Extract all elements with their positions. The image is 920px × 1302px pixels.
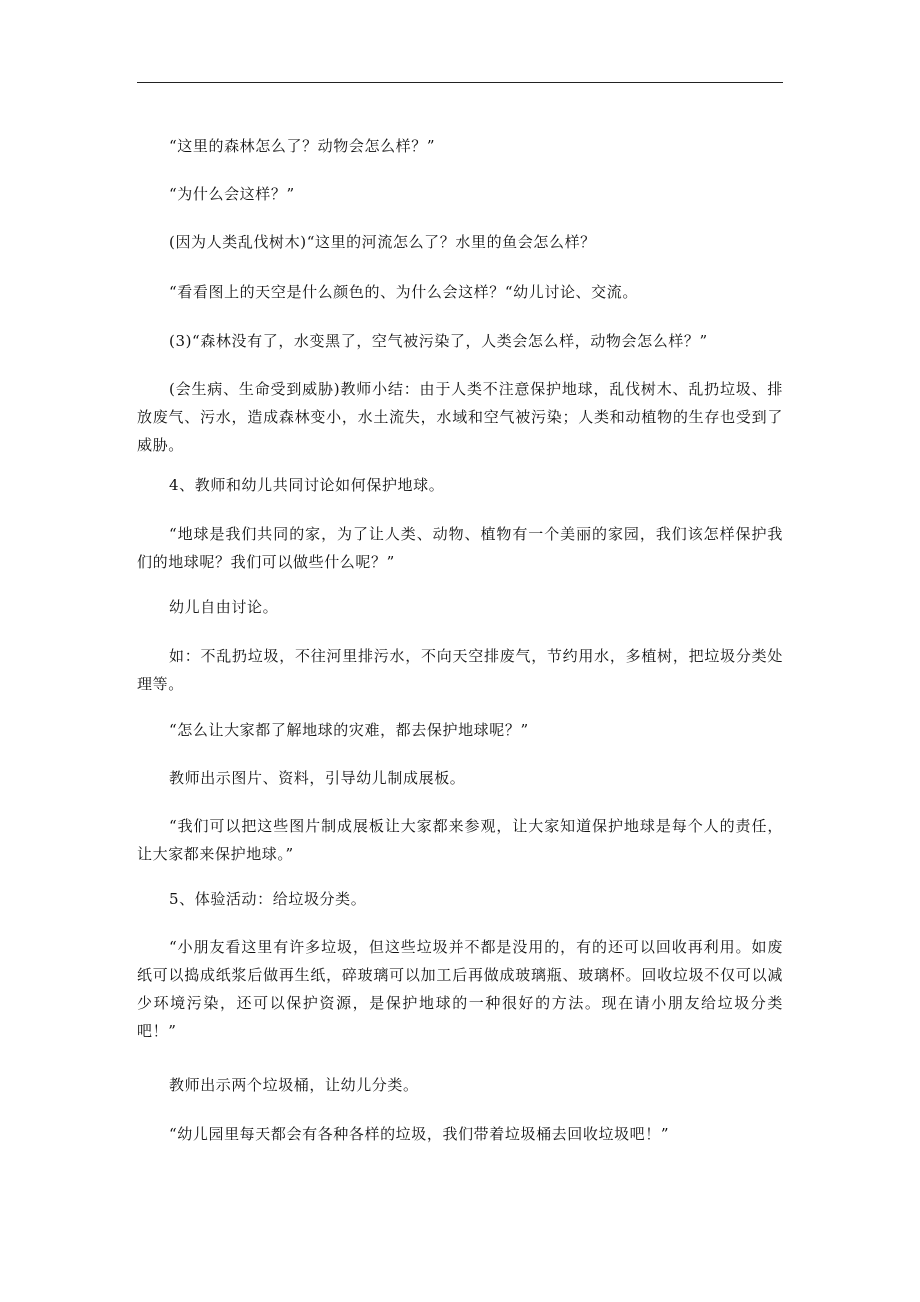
paragraph-4: “看看图上的天空是什么颜色的、为什么会这样？“幼儿讨论、交流。 <box>169 283 638 301</box>
header-rule <box>137 82 783 83</box>
paragraph-7: 4、教师和幼儿共同讨论如何保护地球。 <box>169 476 445 494</box>
paragraph-3: (因为人类乱伐树木)“这里的河流怎么了？水里的鱼会怎么样？ <box>169 233 596 251</box>
paragraph-14: 5、体验活动：给垃圾分类。 <box>169 890 367 908</box>
paragraph-11: “怎么让大家都了解地球的灾难，都去保护地球呢？” <box>169 721 529 739</box>
paragraph-8: “地球是我们共同的家，为了让人类、动物、植物有一个美丽的家园，我们该怎样保护我们的地球呢？我们可以做些什么呢？” <box>137 525 783 571</box>
paragraph-6: (会生病、生命受到威胁)教师小结：由于人类不注意保护地球，乱伐树木、乱扔垃圾、排放废气、污水，造成森林变小，水土流失，水域和空气被污染；人类和动植物的生存也受到了威胁。 <box>137 380 783 454</box>
paragraph-12: 教师出示图片、资料，引导幼儿制成展板。 <box>169 769 466 787</box>
paragraph-5: (3)“森林没有了，水变黑了，空气被污染了，人类会怎么样，动物会怎么样？” <box>169 332 708 350</box>
paragraph-10: 如：不乱扔垃圾，不往河里排污水，不向天空排废气，节约用水，多植树，把垃圾分类处理等。 <box>137 647 783 693</box>
paragraph-9: 幼儿自由讨论。 <box>169 598 279 616</box>
paragraph-13: “我们可以把这些图片制成展板让大家都来参观，让大家知道保护地球是每个人的责任，让大家都来保护地球。” <box>137 817 783 863</box>
paragraph-2: “为什么会这样？” <box>169 185 295 203</box>
paragraph-16: 教师出示两个垃圾桶，让幼儿分类。 <box>169 1076 419 1094</box>
paragraph-17: “幼儿园里每天都会有各种各样的垃圾，我们带着垃圾桶去回收垃圾吧！” <box>169 1125 670 1143</box>
paragraph-1: “这里的森林怎么了？动物会怎么样？” <box>169 137 436 155</box>
paragraph-15: “小朋友看这里有许多垃圾，但这些垃圾并不都是没用的，有的还可以回收再利用。如废纸可以捣成纸浆后做再生纸，碎玻璃可以加工后再做成玻璃瓶、玻璃杯。回收垃圾不仅可以减少环境污染，还可以保护资源，是保护地球的一种很好的方法。现在请小朋友给垃圾分类吧！” <box>137 938 783 1040</box>
